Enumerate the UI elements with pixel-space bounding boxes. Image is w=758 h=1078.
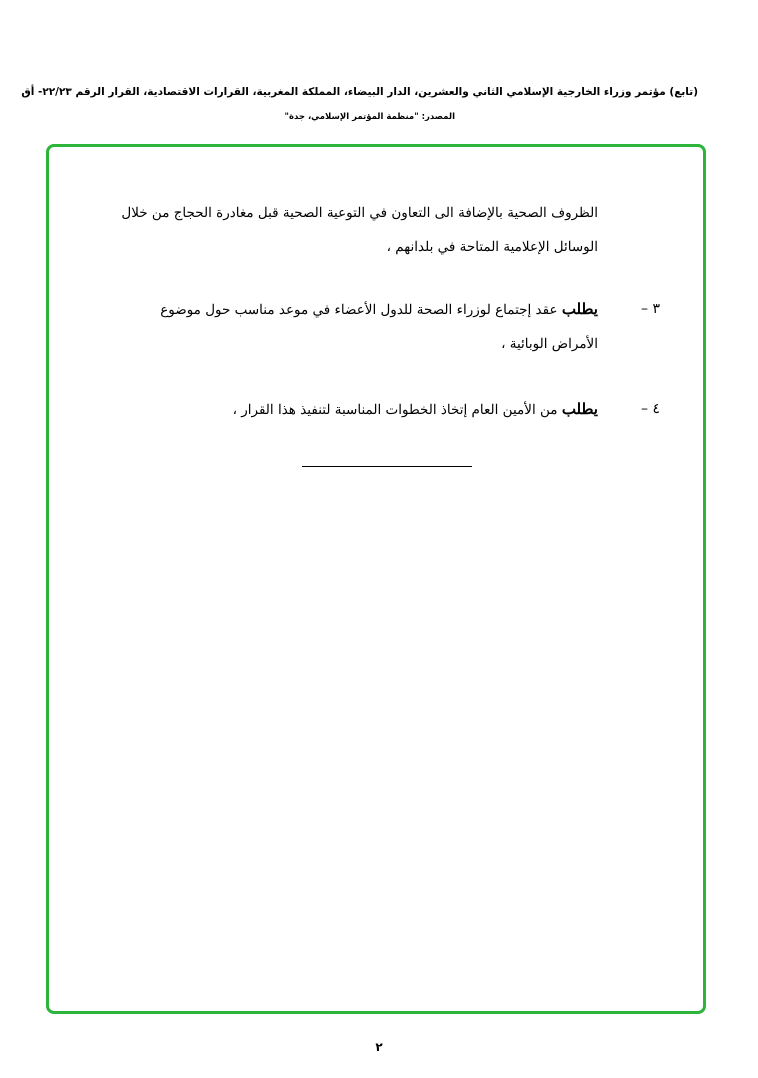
end-divider (302, 466, 472, 467)
source-label: المصدر: (421, 112, 455, 122)
page-number: ٢ (375, 1040, 383, 1054)
content-frame (46, 144, 706, 1014)
item-text: من الأمين العام إتخاذ الخطوات المناسبة لتنفيذ هذا القرار ، (232, 402, 558, 418)
document-source (200, 110, 455, 124)
document-header-title: (تابع) مؤتمر وزراء الخارجية الإسلامي الثاني والعشرين، الدار البيضاء، المملكة المغربية، القرارات الاقتصادية، القرار الرقم ٢٢/٢٣- أق (21, 86, 698, 98)
item-number-3: ٣ – (641, 301, 660, 317)
paragraph-continuation (121, 196, 598, 264)
paragraph-line: الظروف الصحية بالإضافة الى التعاون في التوعية الصحية قبل مغادرة الحجاج من خلال (121, 205, 598, 221)
resolution-item-4 (233, 392, 598, 427)
item-text: عقد إجتماع لوزراء الصحة للدول الأعضاء في موعد مناسب حول موضوع (160, 302, 558, 318)
item-verb: يطلب (561, 300, 598, 318)
paragraph-line (233, 392, 598, 427)
item-number-4: ٤ – (641, 401, 660, 417)
item-verb: يطلب (561, 400, 598, 418)
resolution-item-3 (160, 292, 598, 361)
paragraph-line: الوسائل الإعلامية المتاحة في بلدانهم ، (386, 239, 598, 255)
paragraph-line (160, 292, 598, 327)
paragraph-line: الأمراض الوبائية ، (501, 336, 598, 352)
source-value: "منظمة المؤتمر الإسلامي، جدة" (284, 112, 419, 122)
